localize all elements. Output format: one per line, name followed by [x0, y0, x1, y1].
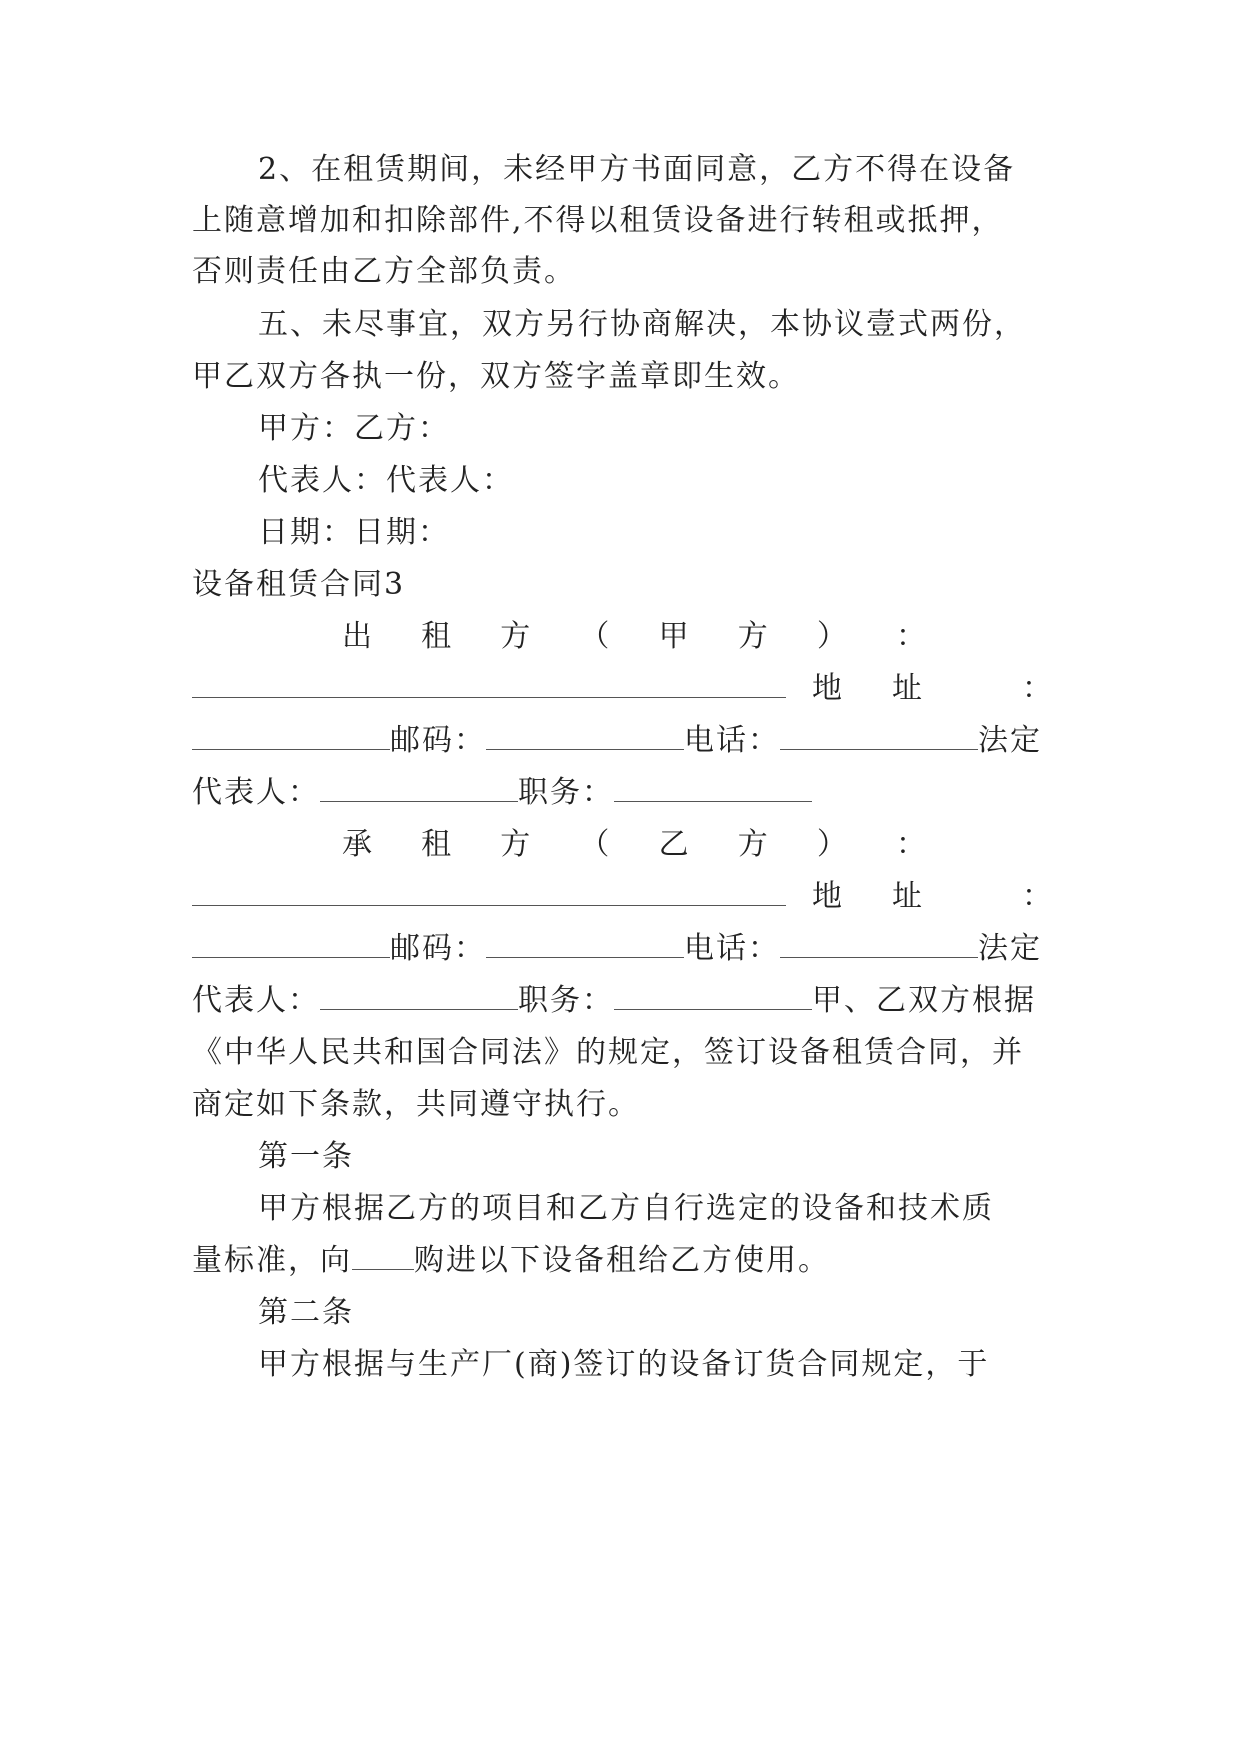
lessor-rep-blank[interactable]: [320, 775, 518, 802]
lessee-position-blank[interactable]: [614, 983, 812, 1010]
contract-title: 设备租赁合同3: [192, 567, 406, 602]
paragraph-line: 商定如下条款，共同遵守执行。: [192, 1087, 640, 1122]
lessor-postcode-blank[interactable]: [486, 723, 684, 750]
paragraph-line: 五、未尽事宜，双方另行协商解决，本协议壹式两份，: [258, 307, 1026, 342]
paragraph-line: 甲方根据与生产厂(商)签订的设备订货合同规定，于: [258, 1347, 990, 1382]
paragraph-line: 甲乙双方各执一份，双方签字盖章即生效。: [192, 359, 800, 394]
lessor-position-blank[interactable]: [614, 775, 812, 802]
supplier-blank[interactable]: [352, 1243, 414, 1270]
lessee-postcode-blank[interactable]: [486, 931, 684, 958]
lessee-contact-row: 邮码： 电话： 法定: [192, 929, 1052, 969]
paragraph-line: 甲方根据乙方的项目和乙方自行选定的设备和技术质: [258, 1191, 994, 1226]
lessee-phone-blank[interactable]: [780, 931, 978, 958]
lessee-address-row: 地 址 ：: [192, 877, 1052, 917]
lessor-phone-blank[interactable]: [780, 723, 978, 750]
paragraph-line: 否则责任由乙方全部负责。: [192, 254, 576, 289]
lessee-address-blank[interactable]: [192, 931, 390, 958]
lessee-name-blank[interactable]: [192, 879, 786, 906]
lessor-heading: 出 租 方 （ 甲 方 ） ：: [342, 619, 928, 654]
article-title: 第一条: [258, 1139, 354, 1174]
article-title: 第二条: [258, 1295, 354, 1330]
paragraph-line: 《中华人民共和国合同法》的规定，签订设备租赁合同，并: [192, 1035, 1024, 1070]
paragraph-line: 上随意增加和扣除部件,不得以租赁设备进行转租或抵押，: [192, 203, 1004, 238]
paragraph-line: 2、在租赁期间，未经甲方书面同意，乙方不得在设备: [258, 152, 1016, 187]
lessor-rep-row: 代表人： 职务：: [192, 773, 1052, 813]
signature-parties: 甲方：乙方：: [258, 411, 450, 446]
lessor-name-blank[interactable]: [192, 671, 786, 698]
lessor-contact-row: 邮码： 电话： 法定: [192, 721, 1052, 761]
signature-representatives: 代表人：代表人：: [258, 463, 514, 498]
lessee-rep-row: 代表人： 职务： 甲、乙双方根据: [192, 983, 1036, 1018]
lessee-heading: 承 租 方 （ 乙 方 ） ：: [342, 827, 928, 862]
article1-supplier-row: 量标准，向 购进以下设备租给乙方使用。: [192, 1243, 830, 1278]
lessee-rep-blank[interactable]: [320, 983, 518, 1010]
lessor-address-blank[interactable]: [192, 723, 390, 750]
lessor-address-row: 地 址 ：: [192, 669, 1052, 709]
signature-dates: 日期：日期：: [258, 515, 450, 550]
